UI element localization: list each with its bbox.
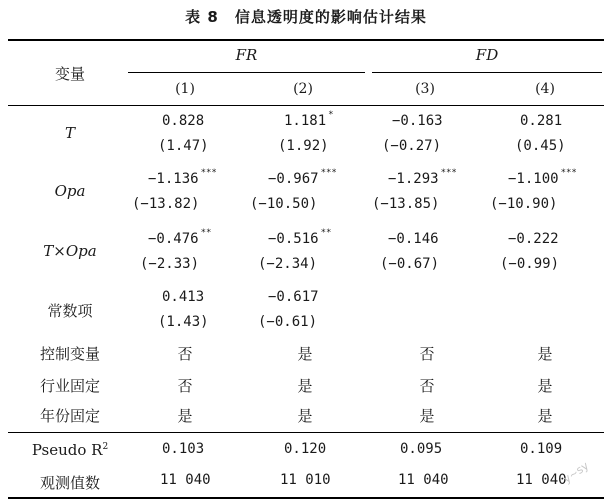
coef-txopa-1: −0.476 ** — [148, 228, 212, 247]
row-label-t-x-opa: T×Opa — [43, 242, 97, 260]
variable-header: 变量 — [54, 65, 85, 83]
pseudo-r2-2: 0.120 — [284, 441, 327, 457]
controls-3: 否 — [419, 345, 435, 363]
coef-txopa-4: −0.222 — [508, 231, 559, 247]
coef-t-1: 0.828 — [162, 113, 205, 129]
group-header-fr: FR — [235, 46, 258, 64]
year-fixed-2: 是 — [297, 407, 313, 425]
pseudo-r2-1: 0.103 — [162, 441, 205, 457]
col-header-4: (4) — [535, 81, 555, 97]
tstat-opa-4: (−10.90) — [490, 196, 558, 212]
table-title: 表 8 信息透明度的影响估计结果 — [185, 8, 427, 26]
watermark: y~sy — [560, 459, 592, 486]
pseudo-r2-3: 0.095 — [400, 441, 443, 457]
industry-fixed-3: 否 — [419, 377, 435, 395]
coef-const-2: −0.617 — [268, 289, 319, 305]
controls-1: 否 — [177, 345, 193, 363]
tstat-const-1: (1.43) — [158, 314, 209, 330]
coef-t-2: 1.181 * — [284, 110, 334, 129]
col-header-2: (2) — [293, 81, 313, 97]
fr-group-rule — [128, 72, 365, 73]
row-label-observations: 观测值数 — [39, 474, 100, 492]
industry-fixed-1: 否 — [177, 377, 193, 395]
year-fixed-3: 是 — [419, 407, 435, 425]
row-label-opa: Opa — [54, 182, 86, 200]
tstat-opa-1: (−13.82) — [132, 196, 200, 212]
row-label-industry-fixed: 行业固定 — [39, 377, 100, 395]
tstat-const-2: (−0.61) — [258, 314, 318, 330]
row-label-t: T — [64, 124, 75, 142]
tstat-opa-3: (−13.85) — [372, 196, 440, 212]
coef-opa-1: −1.136 *** — [148, 168, 217, 187]
coef-txopa-2: −0.516 ** — [268, 228, 332, 247]
industry-fixed-2: 是 — [297, 377, 313, 395]
stats-rule — [8, 432, 604, 433]
tstat-txopa-2: (−2.34) — [258, 256, 318, 272]
tstat-txopa-3: (−0.67) — [380, 256, 440, 272]
row-label-pseudo-r2: Pseudo $R^2$ — [31, 441, 109, 459]
coef-t-3: −0.163 — [392, 113, 443, 129]
tstat-t-1: (1.47) — [158, 138, 209, 154]
col-header-3: (3) — [415, 81, 435, 97]
bottom-rule — [8, 497, 604, 499]
coef-opa-2: −0.967 *** — [268, 168, 337, 187]
row-label-constant: 常数项 — [47, 302, 93, 320]
coef-t-4: 0.281 — [520, 113, 563, 129]
fd-group-rule — [372, 72, 602, 73]
industry-fixed-4: 是 — [537, 377, 553, 395]
observations-2: 11 010 — [280, 472, 331, 488]
col-header-1: (1) — [175, 81, 195, 97]
year-fixed-1: 是 — [177, 407, 193, 425]
tstat-txopa-4: (−0.99) — [500, 256, 560, 272]
coef-opa-3: −1.293 *** — [388, 168, 457, 187]
observations-1: 11 040 — [160, 472, 211, 488]
pseudo-r2-4: 0.109 — [520, 441, 563, 457]
row-label-controls: 控制变量 — [39, 345, 100, 363]
tstat-t-4: (0.45) — [515, 138, 566, 154]
observations-3: 11 040 — [398, 472, 449, 488]
top-rule — [8, 39, 604, 41]
controls-4: 是 — [537, 345, 553, 363]
header-rule — [8, 105, 604, 106]
tstat-txopa-1: (−2.33) — [140, 256, 200, 272]
coef-const-1: 0.413 — [162, 289, 205, 305]
group-header-fd: FD — [475, 46, 499, 64]
observations-4: 11 040 — [516, 472, 567, 488]
tstat-t-2: (1.92) — [278, 138, 329, 154]
year-fixed-4: 是 — [537, 407, 553, 425]
controls-2: 是 — [297, 345, 313, 363]
tstat-t-3: (−0.27) — [382, 138, 442, 154]
coef-opa-4: −1.100 *** — [508, 168, 577, 187]
r2-superscript: 2 — [102, 442, 109, 452]
tstat-opa-2: (−10.50) — [250, 196, 318, 212]
coef-txopa-3: −0.146 — [388, 231, 439, 247]
row-label-year-fixed: 年份固定 — [39, 407, 100, 425]
